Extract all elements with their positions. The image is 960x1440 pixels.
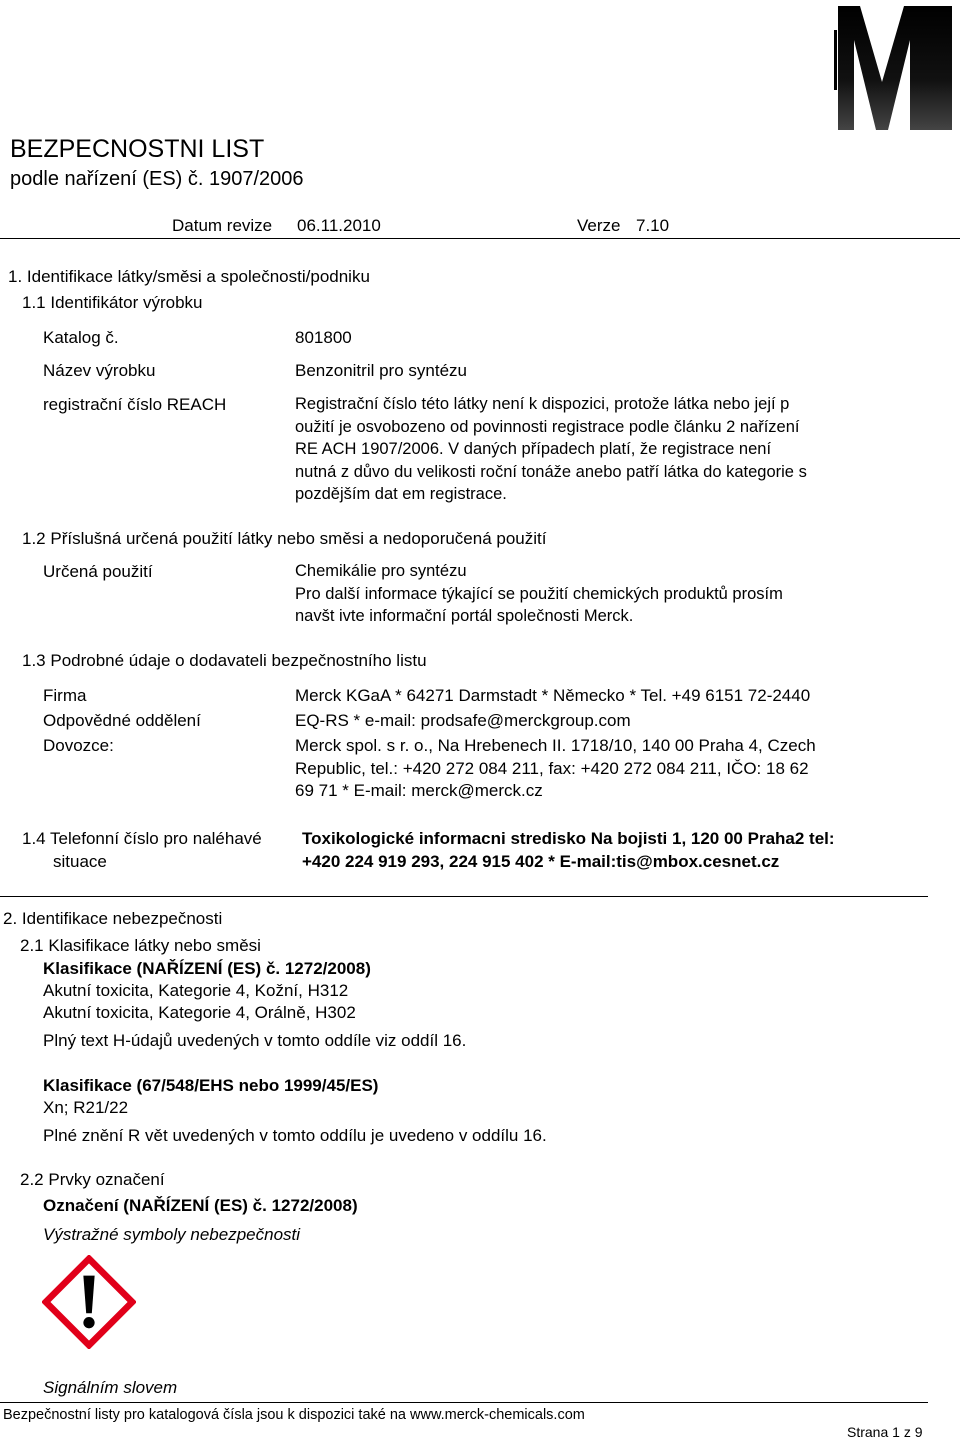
clp-item: Akutní toxicita, Kategorie 4, Orálně, H302: [43, 1003, 356, 1022]
clp-note: Plný text H-údajů uvedených v tomto oddíle viz oddíl 16.: [43, 1031, 467, 1050]
reach-line: pozdějším dat em registrace.: [295, 485, 507, 503]
product-name-value: Benzonitril pro syntézu: [295, 361, 467, 380]
version-label: Verze: [577, 216, 621, 235]
header-divider: [0, 238, 960, 239]
section-2-1-heading: 2.1 Klasifikace látky nebo směsi: [20, 936, 261, 955]
product-name-label: Název výrobku: [43, 361, 156, 380]
document-title: BEZPECNOSTNI LIST: [10, 135, 265, 163]
section-1-1-heading: 1.1 Identifikátor výrobku: [22, 293, 203, 312]
use-line: navšt ivte informační portál společnosti Merck.: [295, 607, 634, 625]
signal-word-label: Signálním slovem: [43, 1378, 178, 1397]
emergency-phone-text: [302, 828, 957, 873]
dsd-classification-value: Xn; R21/22: [43, 1098, 129, 1117]
intended-use-text: [295, 560, 955, 628]
catalog-label: Katalog č.: [43, 328, 119, 347]
merck-logo-icon: [830, 0, 960, 135]
importer-label: Dovozce:: [43, 736, 114, 755]
document-subtitle: podle nařízení (ES) č. 1907/2006: [10, 168, 304, 190]
footer-note: Bezpečnostní listy pro katalogová čísla jsou k dispozici také na www.merck-chemicals.com: [3, 1407, 585, 1423]
revision-date-label: Datum revize: [172, 216, 273, 235]
section-2-heading: 2. Identifikace nebezpečnosti: [3, 909, 223, 928]
importer-line: Republic, tel.: +420 272 084 211, fax: +420 272 084 211, IČO: 18 62: [295, 758, 809, 778]
dsd-classification-heading: Klasifikace (67/548/EHS nebo 1999/45/ES): [43, 1076, 379, 1095]
reach-line: RE ACH 1907/2006. V daných případech platí, že registrace není: [295, 440, 772, 458]
emergency-line: Toxikologické informacni stredisko Na bojisti 1, 120 00 Praha2 tel:: [302, 829, 835, 848]
reach-number-text: [295, 393, 955, 506]
emergency-heading-line: 1.4 Telefonní číslo pro naléhavé: [22, 829, 262, 848]
version-value: 7.10: [636, 216, 670, 235]
ghs-exclamation-pictogram-icon: [42, 1255, 136, 1349]
revision-date-value: 06.11.2010: [297, 216, 381, 235]
reach-number-label: registrační číslo REACH: [43, 395, 227, 414]
page-number: Strana 1 z 9: [847, 1424, 923, 1440]
reach-line: Registrační číslo této látky není k dispozici, protože látka nebo její p: [295, 395, 790, 413]
emergency-heading-line: situace: [53, 851, 107, 871]
section-1-4-heading: [22, 828, 292, 873]
label-elements-heading: Označení (NAŘÍZENÍ (ES) č. 1272/2008): [43, 1196, 358, 1215]
importer-line: Merck spol. s r. o., Na Hrebenech II. 1718/10, 140 00 Praha 4, Czech: [295, 736, 816, 755]
firm-label: Firma: [43, 686, 87, 705]
section-2-2-heading: 2.2 Prvky označení: [20, 1170, 165, 1189]
emergency-line: +420 224 919 293, 224 915 402 * E-mail:tis@mbox.cesnet.cz: [302, 851, 780, 871]
hazard-symbols-label: Výstražné symboly nebezpečnosti: [43, 1225, 301, 1244]
department-label: Odpovědné oddělení: [43, 711, 201, 730]
section-1-2-heading: 1.2 Příslušná určená použití látky nebo směsi a nedoporučená použití: [22, 529, 547, 548]
intended-use-label: Určená použití: [43, 562, 153, 581]
section-1-heading: 1. Identifikace látky/směsi a společnosti/podniku: [8, 267, 370, 286]
catalog-value: 801800: [295, 328, 352, 347]
use-line: Chemikálie pro syntézu: [295, 562, 467, 580]
reach-line: oužití je osvobozeno od povinnosti registrace podle článku 2 nařízení: [295, 417, 800, 436]
footer-divider: [0, 1402, 928, 1403]
importer-line: 69 71 * E-mail: merck@merck.cz: [295, 781, 543, 800]
clp-item: Akutní toxicita, Kategorie 4, Kožní, H312: [43, 981, 349, 1000]
section-1-3-heading: 1.3 Podrobné údaje o dodavateli bezpečnostního listu: [22, 651, 427, 670]
use-line: Pro další informace týkající se použití chemických produktů prosím: [295, 584, 783, 603]
reach-line: nutná z důvo du velikosti roční tonáže anebo patří látka do kategorie s: [295, 462, 807, 481]
firm-value: Merck KGaA * 64271 Darmstadt * Německo * Tel. +49 6151 72-2440: [295, 686, 811, 705]
importer-text: [295, 735, 955, 803]
clp-classification-heading: Klasifikace (NAŘÍZENÍ (ES) č. 1272/2008): [43, 959, 371, 978]
department-value: EQ-RS * e-mail: prodsafe@merckgroup.com: [295, 711, 631, 730]
section-divider: [0, 896, 928, 897]
dsd-note: Plné znění R vět uvedených v tomto oddílu je uvedeno v oddílu 16.: [43, 1126, 547, 1145]
